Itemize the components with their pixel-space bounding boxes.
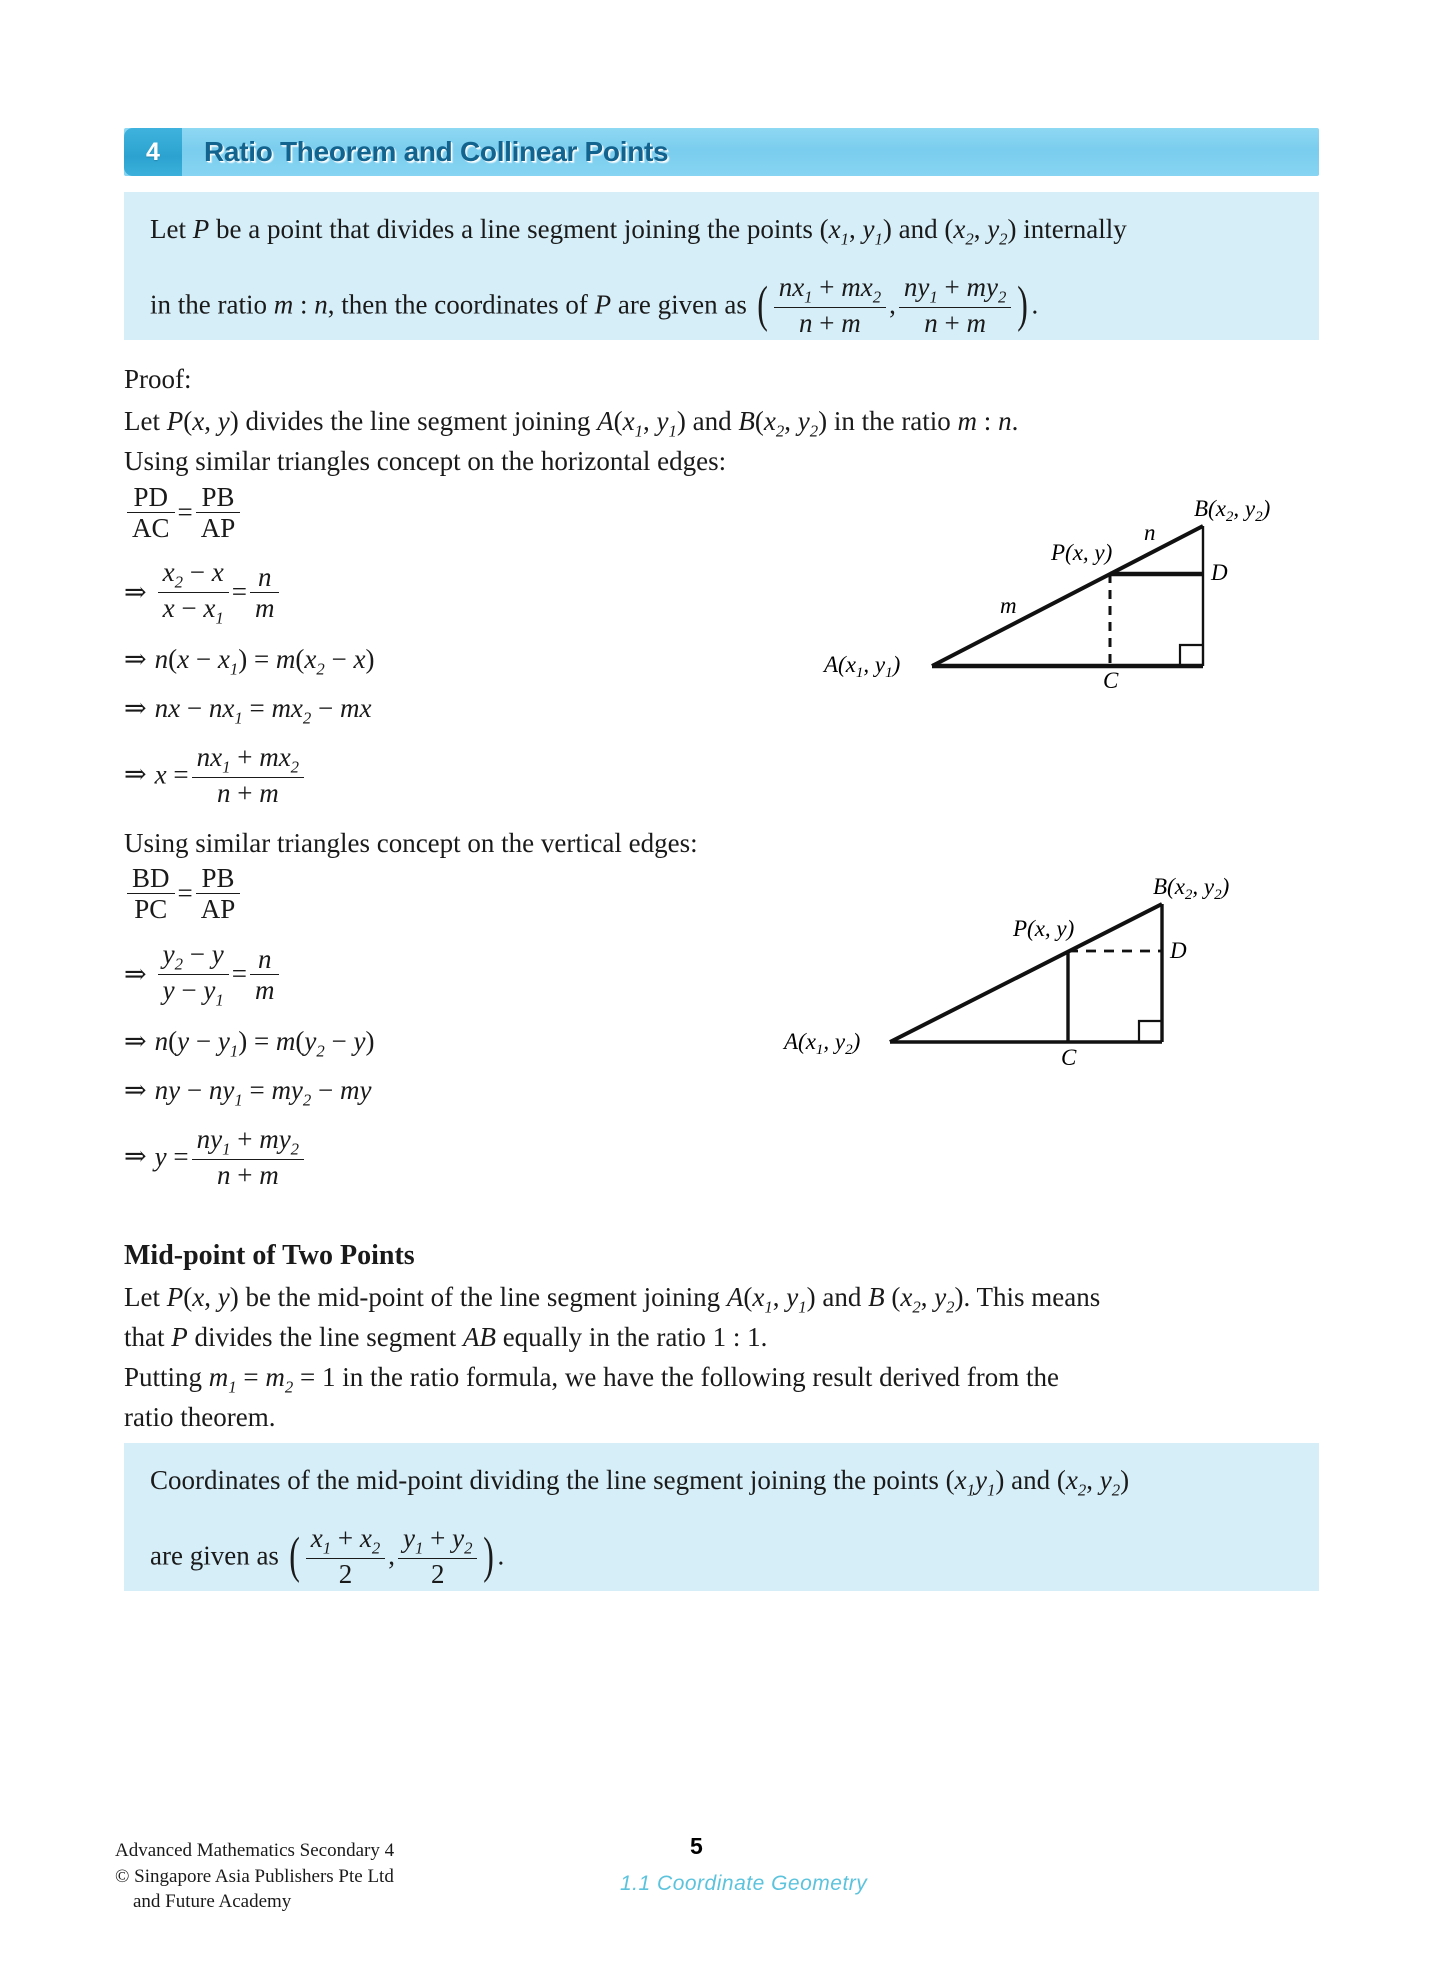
fraction-denominator: 2 xyxy=(338,1558,353,1589)
subscript: 2 xyxy=(999,229,1008,249)
symbol-B: B xyxy=(868,1282,885,1312)
proof-line-1: Let P(x, y) divides the line segment joining $A(x_1$, $y_1$) and $B(x_2$, $y_2$) in the ratio m : n. xyxy=(124,406,1019,441)
diagram-vertical-edges xyxy=(780,860,1260,1070)
fraction-denominator: 2 xyxy=(430,1558,445,1589)
fraction-denominator: m xyxy=(254,592,275,623)
fraction-numerator: BD xyxy=(127,864,175,894)
text-frag: . xyxy=(497,1540,505,1570)
subscript: 1 xyxy=(966,1480,976,1500)
fraction-denominator: n + m xyxy=(216,777,279,808)
horizontal-step-5: ⇒ x = $\frac{nx_1 + mx_2}{n + m}$ xyxy=(124,745,307,809)
midpoint-box-line-1: Coordinates of the mid-point dividing the line segment joining the points $(x_1y_1)$ and ($x_2$, $y_2$) xyxy=(150,1465,1130,1500)
text-frag: be the mid-point of the line segment joining xyxy=(238,1282,727,1312)
right-angle-marker xyxy=(1139,1021,1162,1042)
text-frag: in the ratio xyxy=(150,289,274,319)
symbol-m: m xyxy=(273,289,294,319)
fraction-denominator: $x - x_1$ xyxy=(162,592,224,628)
subscript: 1 xyxy=(987,1480,996,1500)
subscript: 1 xyxy=(840,229,849,249)
comma: , xyxy=(889,289,896,319)
footer-attribution xyxy=(115,1838,394,1915)
equals-sign: = xyxy=(177,878,193,909)
symbol-Pxy: P xyxy=(166,406,184,436)
implies-arrow: ⇒ xyxy=(124,759,147,790)
text-frag: . This means xyxy=(963,1282,1101,1312)
diagram1-label-D: D xyxy=(1211,560,1228,585)
fraction-n-m xyxy=(250,563,280,623)
fraction-x-coordinate xyxy=(774,273,886,337)
vertical-step-3: ⇒ $n(y - y_1) = m(y_2 - y)$ xyxy=(124,1026,375,1061)
text-frag: ) and ( xyxy=(882,214,954,244)
right-angle-marker xyxy=(1180,645,1203,666)
text-frag: = xyxy=(236,1362,266,1392)
ratio-theorem-line-1: Let P be a point that divides a line segment joining the points ($x_1$, $y_1$) and ($x_2$, $y_2$) internally xyxy=(150,214,1127,249)
symbol-AB: AB xyxy=(462,1322,496,1352)
fraction-denominator: AP xyxy=(200,894,236,925)
text-frag: ) and ( xyxy=(995,1465,1066,1495)
midpoint-formula-text xyxy=(124,1443,1319,1595)
left-paren: ( xyxy=(288,1526,300,1584)
subscript: 2 xyxy=(1111,1480,1121,1500)
diagram-1-svg xyxy=(810,480,1290,693)
fraction-numerator: $nx_1 + mx_2$ xyxy=(774,273,886,308)
implies-arrow: ⇒ xyxy=(124,693,147,723)
implies-arrow: ⇒ xyxy=(124,644,147,674)
footer-publisher: © Singapore Asia Publishers Pte Ltd xyxy=(115,1865,394,1887)
fraction-numerator: $x_1 + x_2$ xyxy=(306,1524,385,1559)
text-frag: ) internally xyxy=(1007,214,1127,244)
fraction-denominator: m xyxy=(254,974,275,1005)
midpoint-paragraph-3: Putting $m_1 = m_2 = 1$ in the ratio formula, we have the following result derived from the xyxy=(124,1362,1060,1397)
symbol-Pxy: P xyxy=(166,1282,184,1312)
symbol-x1: x xyxy=(828,214,841,244)
diagram2-label-C: C xyxy=(1061,1045,1077,1070)
text-frag: be a point that divides a line segment joining the points ( xyxy=(209,214,829,244)
diagram1-label-A: $A(x_1$, $y_1$) xyxy=(824,652,901,681)
vertical-step-1 xyxy=(124,863,243,926)
fraction-PB-AP xyxy=(196,483,241,543)
fraction-numerator: $ny_1 + my_2$ xyxy=(899,273,1011,308)
symbol-y2: y xyxy=(987,214,1000,244)
implies-arrow: ⇒ xyxy=(124,576,147,607)
equals-sign: = xyxy=(177,497,193,528)
comma: , xyxy=(388,1540,395,1570)
text-frag: Coordinates of the mid-point dividing the line segment joining the points ( xyxy=(150,1465,955,1495)
diagram-horizontal-edges xyxy=(810,480,1290,693)
fraction-denominator: $y - y_1$ xyxy=(162,974,224,1010)
text-frag: are given as xyxy=(611,289,747,319)
symbol-P: P xyxy=(171,1322,188,1352)
symbol-n: n xyxy=(998,406,1012,436)
fraction-n-m xyxy=(250,945,280,1005)
symbol-x1: x xyxy=(954,1465,967,1495)
fraction-BD-PC xyxy=(127,864,175,924)
ratio-theorem-text xyxy=(124,192,1319,344)
fraction-PB-AP xyxy=(196,864,241,924)
diagram1-label-B: $B(x_2$, $y_2$) xyxy=(1194,496,1271,525)
vertical-step-4: ⇒ ny − $ny_1 = my_2$ − my xyxy=(124,1075,372,1110)
symbol-P: P xyxy=(192,214,210,244)
fraction-denominator: AC xyxy=(132,513,170,544)
text-frag: Let xyxy=(124,406,167,436)
text-frag: and xyxy=(685,406,739,436)
text-frag: , then the coordinates of xyxy=(327,289,595,319)
fraction-PD-AC xyxy=(127,483,175,543)
subscript: 1 xyxy=(874,229,883,249)
text-frag: Let xyxy=(150,214,193,244)
implies-arrow: ⇒ xyxy=(124,1141,147,1172)
symbol-B: B xyxy=(738,406,755,436)
subscript: 2 xyxy=(965,229,974,249)
fraction-denominator: AP xyxy=(200,513,236,544)
footer-book-title: Advanced Mathematics Secondary 4 xyxy=(115,1840,395,1861)
page-title: Ratio Theorem and Collinear Points xyxy=(204,136,669,167)
fraction-numerator: $y_2 - y$ xyxy=(158,940,229,975)
fraction-y-coordinate xyxy=(899,273,1011,337)
fraction-numerator: n xyxy=(250,945,280,975)
midpoint-box-line-2 xyxy=(150,1521,1293,1595)
implies-arrow: ⇒ xyxy=(124,1026,147,1056)
symbol-A: A xyxy=(597,406,614,436)
diagram2-label-D: D xyxy=(1170,938,1187,963)
midpoint-formula-box xyxy=(124,1443,1319,1591)
diagram1-label-C: C xyxy=(1103,668,1119,693)
text-frag: equally in the ratio 1 : 1. xyxy=(495,1322,768,1352)
ratio-theorem-box xyxy=(124,192,1319,340)
fraction-numerator: PB xyxy=(196,483,241,513)
fraction-numerator: PD xyxy=(127,483,175,513)
footer-publisher-2: and Future Academy xyxy=(133,1891,292,1913)
text-frag: in the ratio xyxy=(827,406,958,436)
text-frag: Putting xyxy=(124,1362,209,1392)
fraction-denominator: n + m xyxy=(924,307,986,338)
text-frag: ) xyxy=(1120,1465,1130,1495)
horizontal-step-1 xyxy=(124,482,243,545)
left-paren: ( xyxy=(756,275,768,333)
text-frag: divides the line segment joining xyxy=(238,406,598,436)
horizontal-step-4: ⇒ nx − $nx_1 = mx_2$ − mx xyxy=(124,693,372,728)
symbol-x2: x xyxy=(1065,1465,1078,1495)
diagram1-label-P: P(x, y) xyxy=(1051,540,1113,565)
horizontal-edges-lead: Using similar triangles concept on the horizontal edges: xyxy=(124,446,727,476)
vertical-edges-lead: Using similar triangles concept on the vertical edges: xyxy=(124,828,698,858)
fraction-x-result xyxy=(192,743,304,807)
text-frag: that xyxy=(124,1322,172,1352)
fraction-y2-minus-y xyxy=(158,940,229,1009)
text-frag: are given as xyxy=(150,1540,279,1570)
fraction-x2-minus-x xyxy=(158,558,229,627)
vertical-step-2 xyxy=(124,939,282,1011)
text-frag: = 1 in the ratio formula, we have the following result derived from the xyxy=(293,1362,1060,1392)
midpoint-paragraph-4: ratio theorem. xyxy=(124,1402,276,1432)
fraction-midpoint-x xyxy=(306,1524,385,1588)
equals-sign: = xyxy=(231,958,247,989)
fraction-numerator: $ny_1 + my_2$ xyxy=(192,1125,304,1160)
fraction-numerator: n xyxy=(250,563,280,593)
diagram-2-svg xyxy=(780,860,1260,1070)
fraction-numerator: PB xyxy=(196,864,241,894)
text-frag: divides the line segment xyxy=(187,1322,463,1352)
fraction-numerator: $y_1 + y_2$ xyxy=(398,1524,477,1559)
page-number: 5 xyxy=(690,1833,703,1859)
diagram1-label-m: m xyxy=(1000,593,1017,618)
symbol-y1: y xyxy=(862,214,875,244)
diagram2-label-A: $A(x_1$, $y_2$) xyxy=(784,1029,861,1058)
subscript: 2 xyxy=(1077,1480,1087,1500)
text-frag: : xyxy=(977,406,999,436)
text-frag: and xyxy=(815,1282,869,1312)
fraction-midpoint-y xyxy=(398,1524,477,1588)
footer-chapter-label: 1.1 Coordinate Geometry xyxy=(620,1872,868,1895)
fraction-denominator: n + m xyxy=(216,1159,279,1190)
symbol-m: m xyxy=(957,406,978,436)
diagram2-label-B: $B(x_2$, $y_2$) xyxy=(1153,874,1230,903)
equals-sign: = xyxy=(231,576,247,607)
symbol-x2: x xyxy=(953,214,966,244)
fraction-numerator: $nx_1 + mx_2$ xyxy=(192,743,304,778)
proof-label: Proof: xyxy=(124,364,192,394)
implies-arrow: ⇒ xyxy=(124,1075,147,1105)
symbol-P: P xyxy=(594,289,612,319)
midpoint-paragraph-2 xyxy=(124,1320,1334,1356)
section-number-badge: 4 xyxy=(124,128,182,176)
right-paren: ) xyxy=(483,1526,495,1584)
fraction-numerator: $x_2 - x$ xyxy=(158,558,229,593)
text-frag: . xyxy=(1011,406,1019,436)
symbol-m2: m xyxy=(265,1362,285,1392)
diagram1-label-n: n xyxy=(1144,520,1156,545)
right-paren: ) xyxy=(1017,275,1029,333)
symbol-A: A xyxy=(726,1282,744,1312)
symbol-y1: y xyxy=(975,1465,987,1495)
implies-arrow: ⇒ xyxy=(124,958,147,989)
ratio-theorem-line-2 xyxy=(150,270,1293,344)
fraction-denominator: PC xyxy=(134,894,168,925)
text-frag: : xyxy=(293,289,315,319)
horizontal-step-2 xyxy=(124,557,282,629)
diagram2-label-P: P(x, y) xyxy=(1013,916,1075,941)
fraction-denominator: n + m xyxy=(799,307,861,338)
horizontal-step-3: ⇒ $n(x - x_1) = m(x_2 - x)$ xyxy=(124,644,375,679)
section-header xyxy=(124,128,1319,176)
midpoint-heading: Mid-point of Two Points xyxy=(124,1240,415,1271)
text-frag: . xyxy=(1031,289,1039,319)
symbol-n: n xyxy=(314,289,328,319)
symbol-y2: y xyxy=(1099,1465,1112,1495)
midpoint-paragraph-1: Let P(x, y) be the mid-point of the line segment joining $A(x_1$, $y_1$) and B ($x_2$, $y_2$). This means xyxy=(124,1282,1101,1317)
text-frag: Let xyxy=(124,1282,167,1312)
symbol-m1: m xyxy=(208,1362,229,1392)
fraction-y-result xyxy=(192,1125,304,1189)
vertical-step-5: ⇒ y = $\frac{ny_1 + my_2}{n + m}$ xyxy=(124,1127,307,1191)
